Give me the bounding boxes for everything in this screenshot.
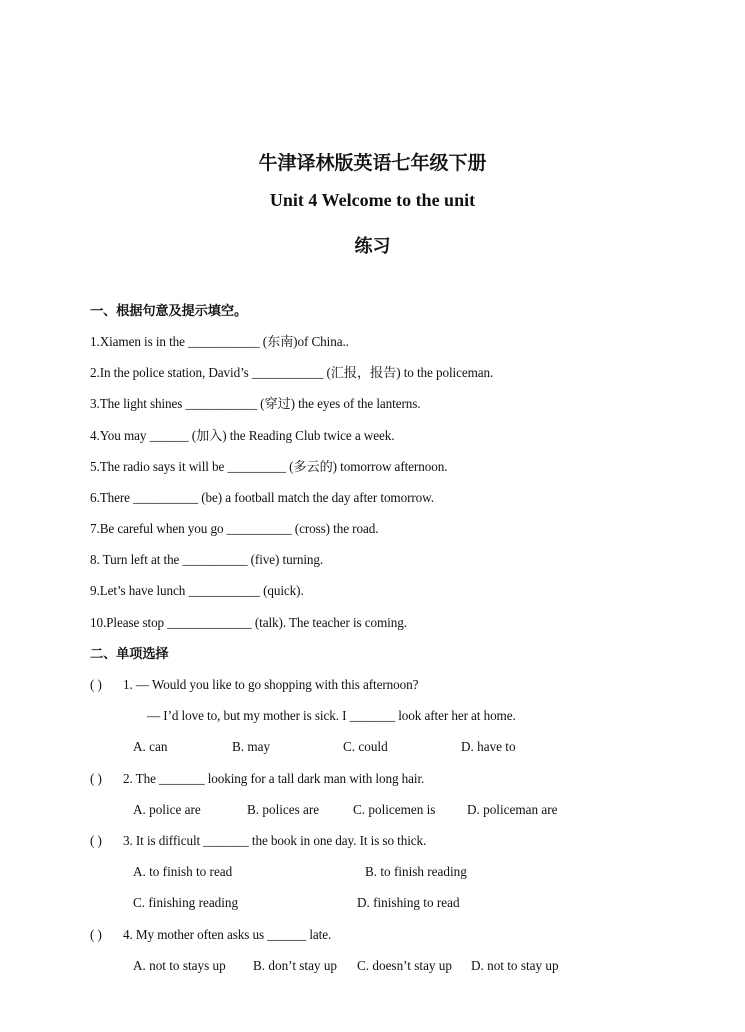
answer-bracket: ( ) <box>90 771 102 786</box>
option-a: A. can <box>133 739 168 754</box>
fill-item-3: 3.The light shines ___________ (穿过) the eyes of the lanterns. <box>90 396 421 411</box>
fill-item-7: 7.Be careful when you go __________ (cross) the road. <box>90 521 379 536</box>
fill-item-10: 10.Please stop _____________ (talk). The teacher is coming. <box>90 615 407 630</box>
option-d: D. not to stay up <box>471 958 559 973</box>
option-c: C. doesn’t stay up <box>357 958 452 973</box>
fill-item-5: 5.The radio says it will be _________ (多云的) tomorrow afternoon. <box>90 459 448 474</box>
option-d: D. finishing to read <box>357 895 460 910</box>
fill-item-2: 2.In the police station, David’s ___________ (汇报，报告) to the policeman. <box>90 365 494 380</box>
option-a: A. to finish to read <box>133 864 233 879</box>
option-b: B. don’t stay up <box>253 958 338 973</box>
answer-bracket: ( ) <box>90 833 102 848</box>
answer-bracket: ( ) <box>90 677 102 692</box>
option-b: B. polices are <box>247 802 320 817</box>
option-d: D. have to <box>461 739 516 754</box>
option-c: C. policemen is <box>353 802 436 817</box>
option-a: A. police are <box>133 802 201 817</box>
option-b: B. to finish reading <box>365 864 467 879</box>
section1-heading: 一、根据句意及提示填空。 <box>90 303 248 318</box>
fill-item-1: 1.Xiamen is in the ___________ (东南)of China.. <box>90 334 349 349</box>
section2-heading: 二、单项选择 <box>90 646 169 661</box>
mc-question-1-stem-reply: — I’d love to, but my mother is sick. I _______ look after her at home. <box>147 708 516 723</box>
subtitle: 练习 <box>354 236 391 256</box>
option-c: C. could <box>343 739 388 754</box>
fill-item-4: 4.You may ______ (加入) the Reading Club twice a week. <box>90 428 395 443</box>
option-a: A. not to stays up <box>133 958 226 973</box>
title-en: Unit 4 Welcome to the unit <box>269 190 476 210</box>
fill-item-8: 8. Turn left at the __________ (five) turning. <box>90 552 324 567</box>
fill-item-6: 6.There __________ (be) a football match the day after tomorrow. <box>90 490 434 505</box>
answer-bracket: ( ) <box>90 927 102 942</box>
fill-item-9: 9.Let’s have lunch ___________ (quick). <box>90 583 304 598</box>
option-b: B. may <box>232 739 271 754</box>
mc-question-1-stem: 1. — Would you like to go shopping with this afternoon? <box>123 677 419 692</box>
mc-question-4-stem: 4. My mother often asks us ______ late. <box>123 927 332 942</box>
option-c: C. finishing reading <box>133 895 239 910</box>
mc-question-3-stem: 3. It is difficult _______ the book in one day. It is so thick. <box>123 833 427 848</box>
option-d: D. policeman are <box>467 802 558 817</box>
mc-question-2-stem: 2. The _______ looking for a tall dark man with long hair. <box>123 771 425 786</box>
title-cn: 牛津译林版英语七年级下册 <box>258 153 487 174</box>
